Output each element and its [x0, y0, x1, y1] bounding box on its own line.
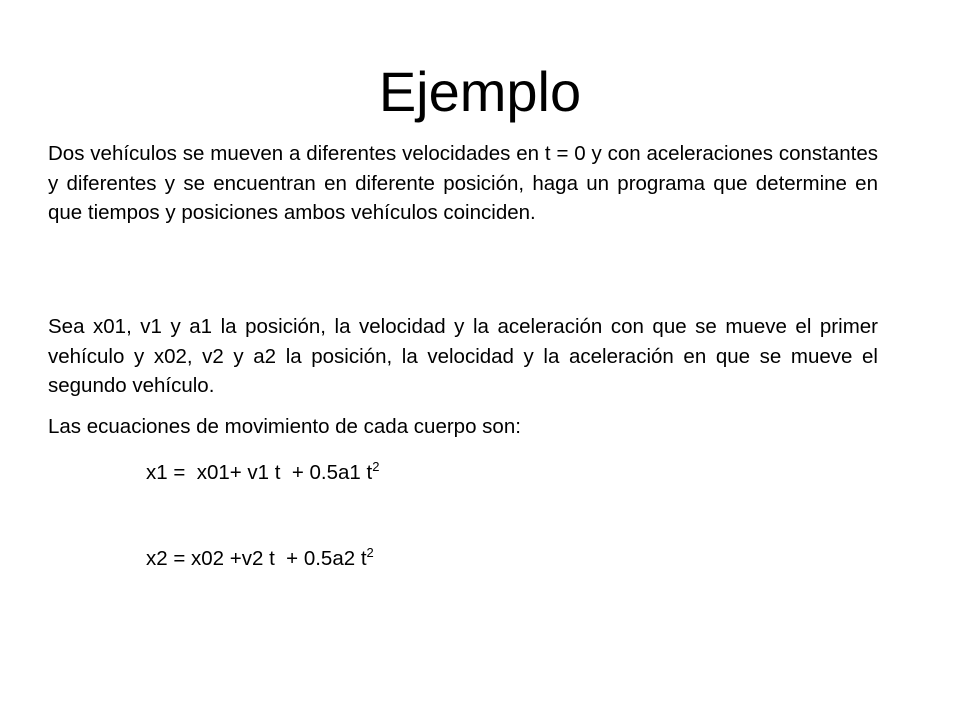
- equation-1-base: x1 = x01+ v1 t + 0.5a1 t: [146, 461, 373, 484]
- equation-2-base: x2 = x02 +v2 t + 0.5a2 t: [146, 547, 367, 570]
- equation-2-exponent: 2: [366, 545, 374, 561]
- equations-intro-paragraph: Las ecuaciones de movimiento de cada cuerpo son:: [48, 415, 521, 438]
- equation-vehicle-2: [146, 544, 374, 574]
- slide-title: Ejemplo: [378, 60, 582, 123]
- equation-1-exponent: 2: [372, 459, 380, 475]
- equation-vehicle-1: [146, 458, 379, 488]
- problem-statement-paragraph: Dos vehículos se mueven a diferentes velocidades en t = 0 y con aceleraciones constantes y diferentes y se encuentran en diferente posición, haga un programa que determine en que tiempos y posiciones ambos vehículos coinciden.: [48, 142, 878, 224]
- variables-definition-paragraph: Sea x01, v1 y a1 la posición, la velocidad y la aceleración con que se mueve el primer vehículo y x02, v2 y a2 la posición, la velocidad y la aceleración en que se mueve el segundo vehículo.: [48, 315, 878, 397]
